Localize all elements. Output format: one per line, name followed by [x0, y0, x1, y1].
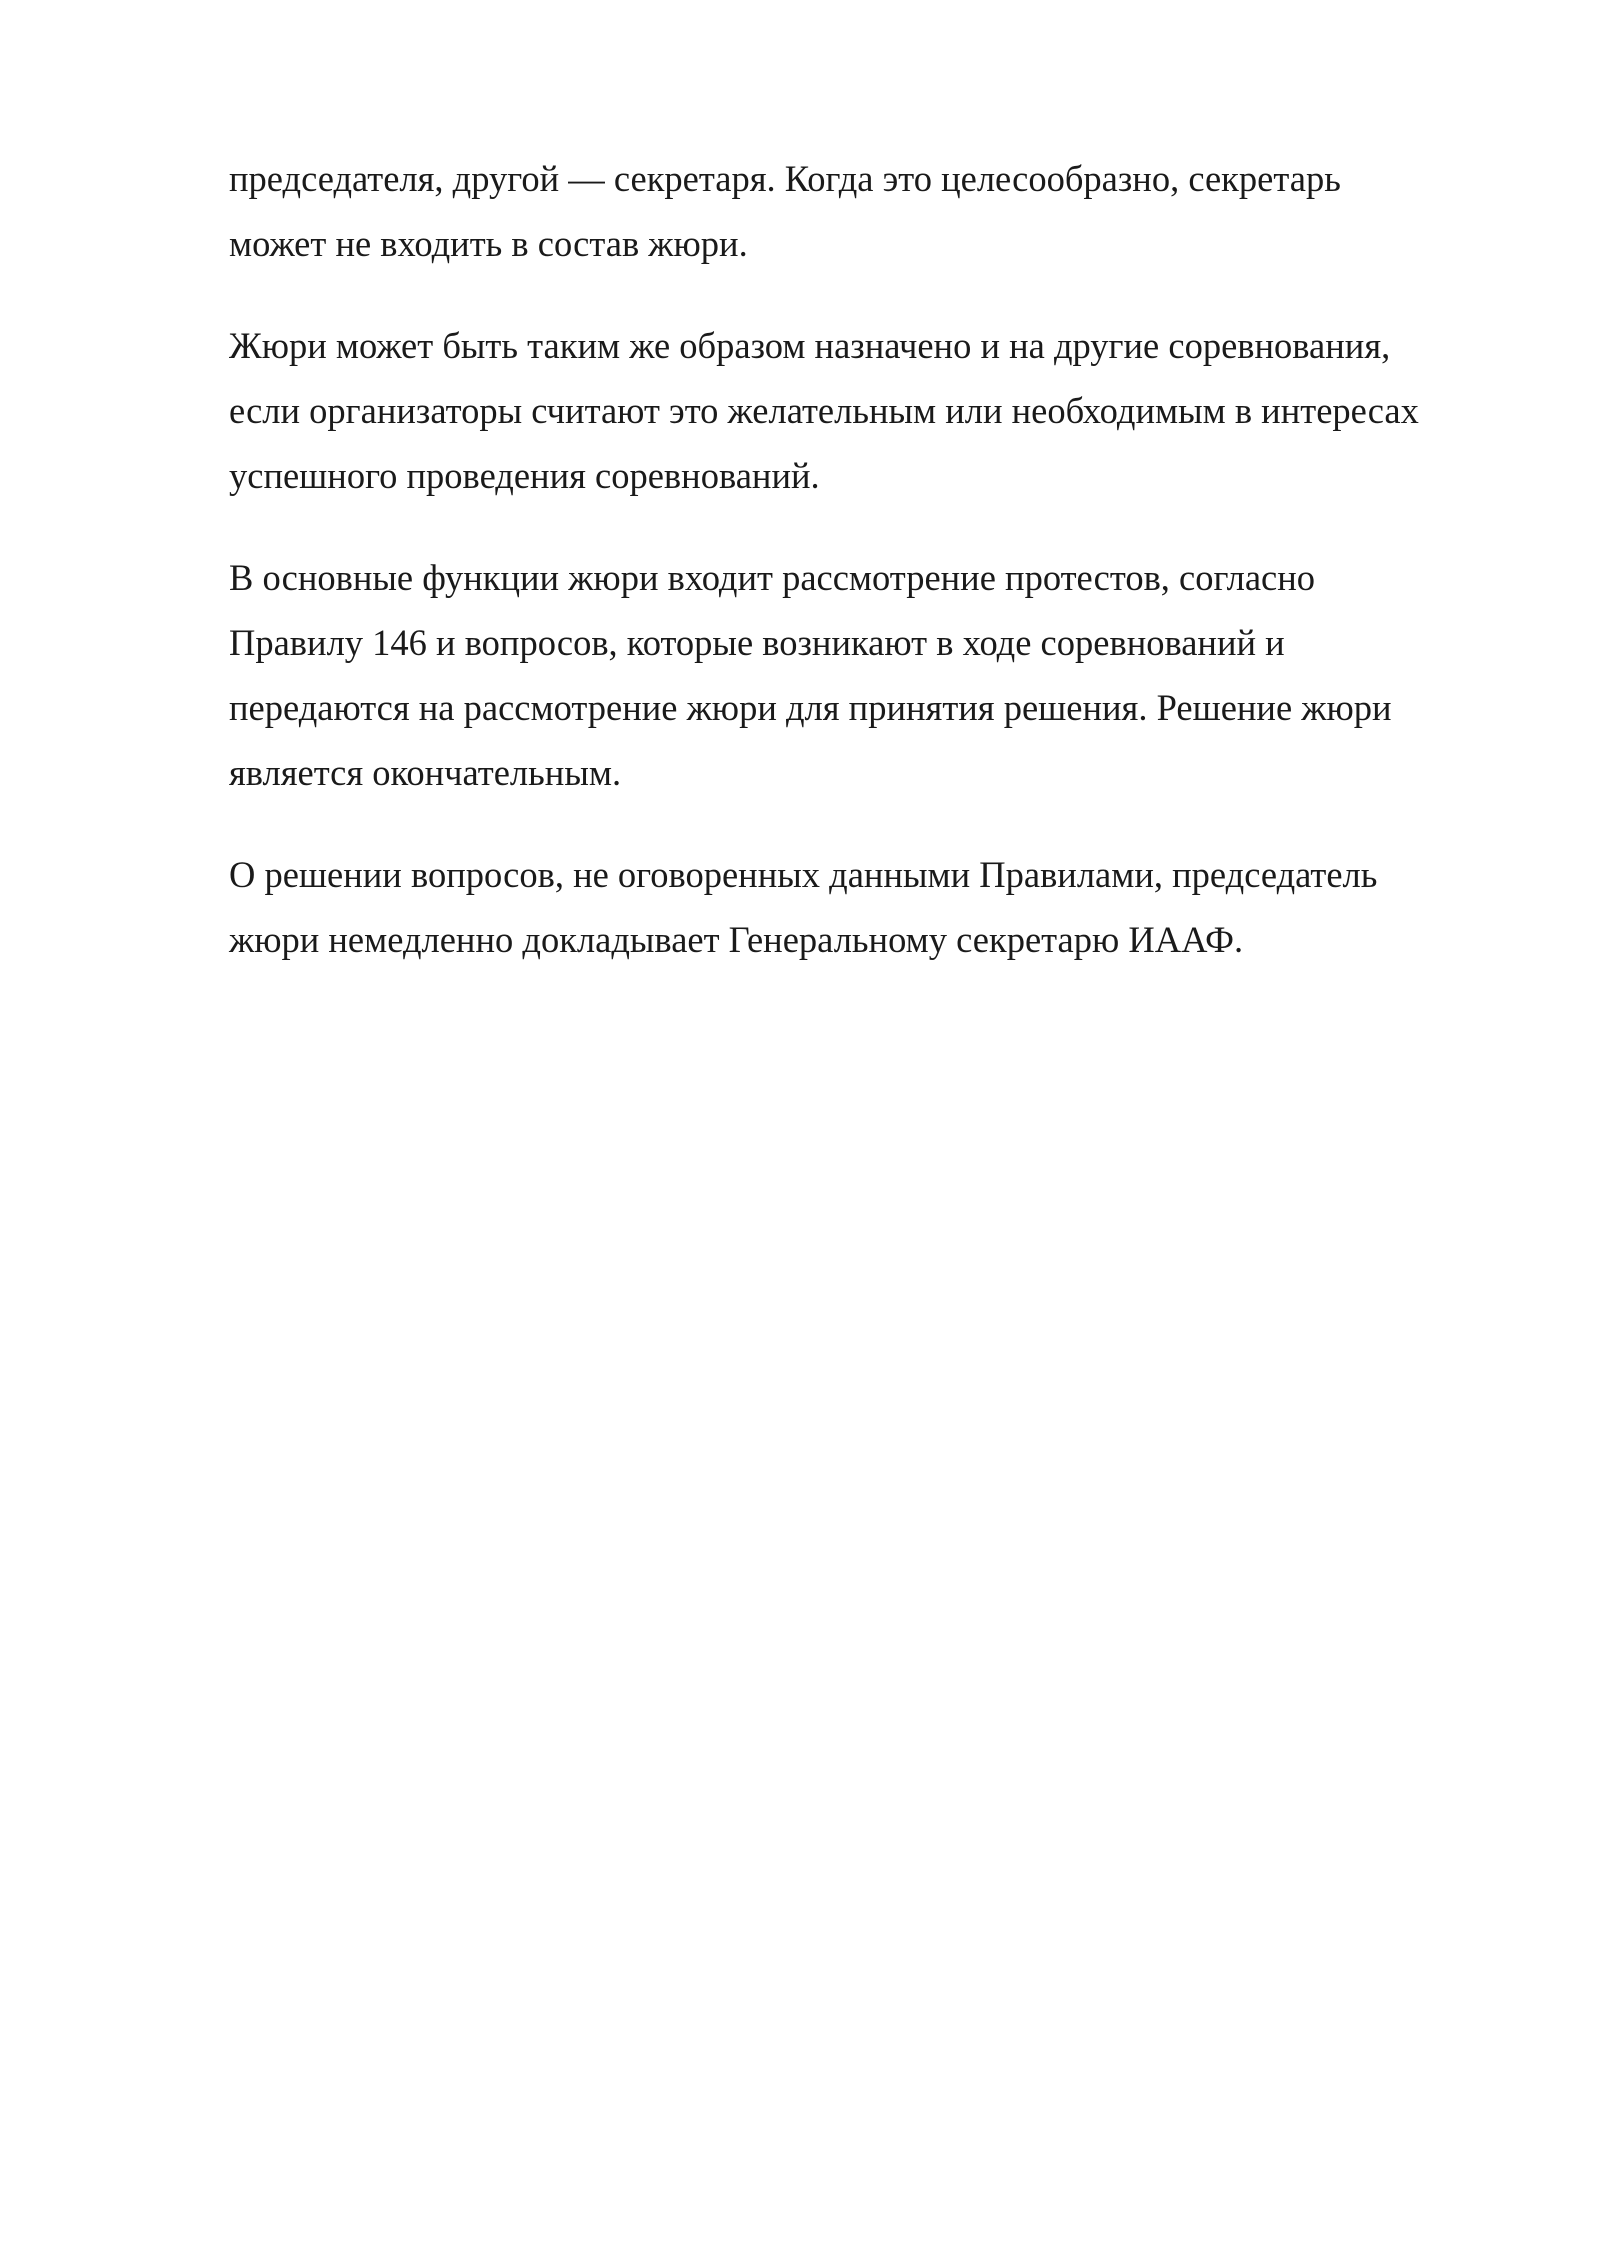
text-line: В основные функции жюри входит рассмотрение протестов, согласно	[229, 557, 1316, 598]
text-line: Жюри может быть таким же образом назначено и на другие соревнования,	[229, 325, 1391, 366]
paragraph-jury-reporting	[229, 842, 1479, 972]
text-line: Правилу 146 и вопросов, которые возникают в ходе соревнований и	[229, 622, 1285, 663]
text-line: может не входить в состав жюри.	[229, 223, 748, 264]
text-line: О решении вопросов, не оговоренных данными Правилами, председатель	[229, 854, 1378, 895]
paragraph-jury-composition	[229, 146, 1479, 276]
text-line: председателя, другой — секретаря. Когда это целесообразно, секретарь	[229, 158, 1341, 199]
text-line: является окончательным.	[229, 752, 622, 793]
document-body	[229, 146, 1479, 1009]
paragraph-jury-functions	[229, 545, 1479, 805]
text-line: передаются на рассмотрение жюри для принятия решения. Решение жюри	[229, 687, 1392, 728]
text-line: успешного проведения соревнований.	[229, 455, 820, 496]
text-line: если организаторы считают это желательным или необходимым в интересах	[229, 390, 1419, 431]
paragraph-jury-other-competitions	[229, 313, 1479, 508]
text-line: жюри немедленно докладывает Генеральному секретарю ИААФ.	[229, 919, 1244, 960]
